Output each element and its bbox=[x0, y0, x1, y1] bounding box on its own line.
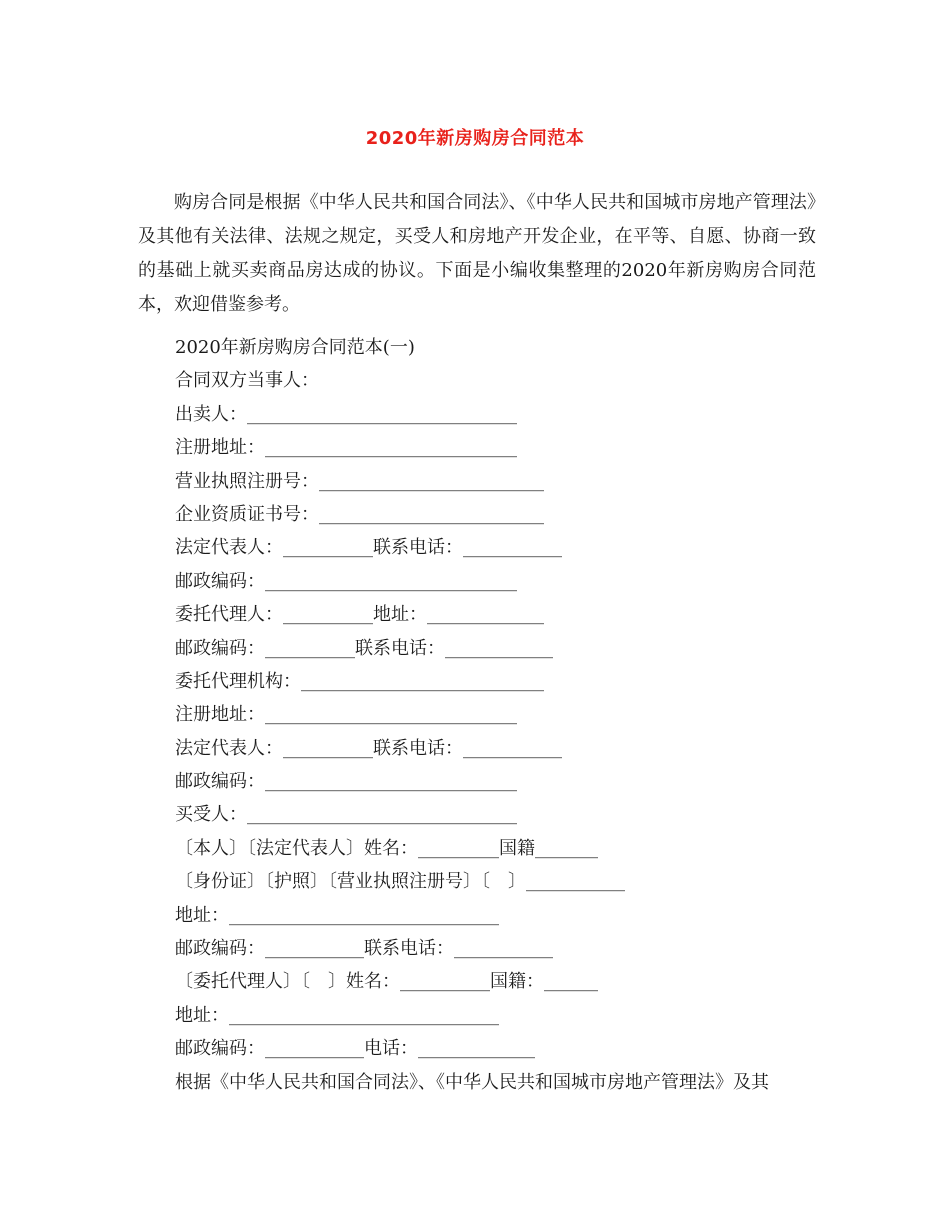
contract-line: 邮政编码：____________________________ bbox=[175, 771, 517, 793]
contract-line: 委托代理机构：___________________________ bbox=[175, 670, 544, 692]
contract-line: 注册地址：____________________________ bbox=[175, 437, 517, 459]
contract-line: 邮政编码：___________联系电话：___________ bbox=[175, 938, 553, 960]
contract-line: 〔身份证〕〔护照〕〔营业执照注册号〕〔 〕___________ bbox=[175, 871, 625, 893]
contract-line: 营业执照注册号：_________________________ bbox=[175, 470, 544, 492]
intro-paragraph: 购房合同是根据《中华人民共和国合同法》、《中华人民共和国城市房地产管理法》及其他有关法律、法规之规定，买受人和房地产开发企业，在平等、自愿、协商一致的基础上就买卖商品房达成的协议。下面是小编收集整理的2020年新房购房合同范本，欢迎借鉴参考。 bbox=[138, 192, 816, 315]
contract-line: 根据《中华人民共和国合同法》、《中华人民共和国城市房地产管理法》及其 bbox=[175, 1071, 769, 1093]
contract-line: 〔本人〕〔法定代表人〕姓名：_________国籍_______ bbox=[175, 837, 598, 859]
contract-line: 邮政编码：____________________________ bbox=[175, 570, 517, 592]
contract-line: 注册地址：____________________________ bbox=[175, 704, 517, 726]
contract-line: 地址：______________________________ bbox=[175, 904, 499, 926]
contract-line: 邮政编码：___________电话：_____________ bbox=[175, 1038, 535, 1060]
contract-line: 地址：______________________________ bbox=[175, 1004, 499, 1026]
contract-line: 出卖人：______________________________ bbox=[175, 403, 517, 425]
contract-line: 企业资质证书号：_________________________ bbox=[175, 503, 544, 525]
contract-lines bbox=[175, 331, 835, 1099]
contract-line: 〔委托代理人〕〔 〕姓名：__________国籍：______ bbox=[175, 971, 598, 993]
contract-line: 法定代表人：__________联系电话：___________ bbox=[175, 537, 562, 559]
contract-line: 2020年新房购房合同范本(一) bbox=[175, 337, 415, 358]
contract-line: 委托代理人：__________地址：_____________ bbox=[175, 604, 544, 626]
contract-line: 买受人：______________________________ bbox=[175, 804, 517, 826]
document-title: 2020年新房购房合同范本 bbox=[365, 128, 585, 149]
contract-line: 邮政编码：__________联系电话：____________ bbox=[175, 637, 553, 659]
contract-line: 法定代表人：__________联系电话：___________ bbox=[175, 737, 562, 759]
contract-line: 合同双方当事人： bbox=[175, 370, 319, 392]
